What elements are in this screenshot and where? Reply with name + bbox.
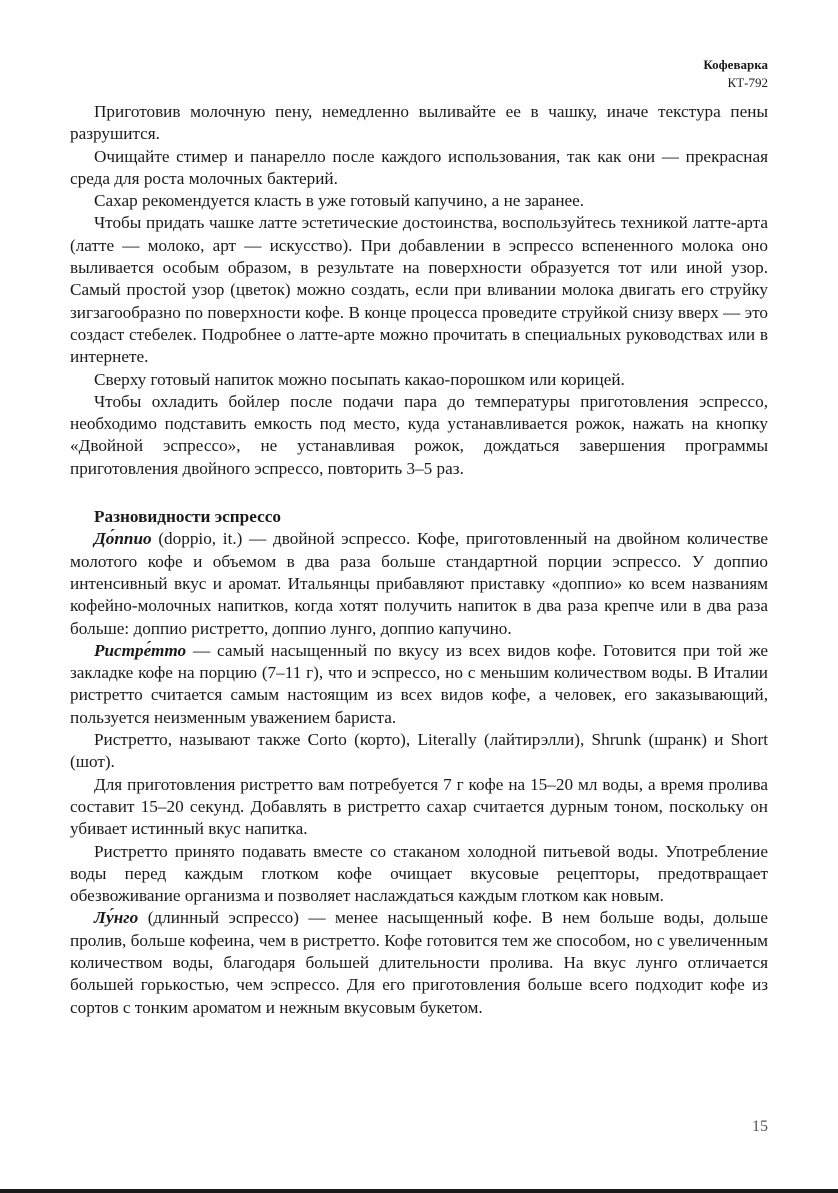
paragraph-milk-foam: Приготовив молочную пену, немедленно выливайте ее в чашку, иначе текстура пены разрушится. bbox=[70, 102, 768, 144]
lungo-description: (длинный эспрессо) — менее насыщенный кофе. В нем больше воды, дольше пролив, больше кофеина, чем в ристретто. Кофе готовится тем же способом, но с увеличенным количеством воды, благодаря большей длительности пролива. На вкус лунго отличается большей горькостью, чем эспрессо. Для его приготовления больше всего подходит кофе из сортов с тонким ароматом и нежным вкусовым букетом. bbox=[70, 908, 768, 1017]
paragraph-ristretto-recipe: Для приготовления ристретто вам потребуется 7 г кофе на 15–20 мл воды, а время пролива составит 15–20 секунд. Добавлять в ристретто сахар считается дурным тоном, поскольку он убивает истинный вкус напитка. bbox=[70, 774, 768, 839]
ristretto-description: — самый насыщенный по вкусу из всех видов кофе. Готовится при той же закладке кофе на порцию (7–11 г), что и эспрессо, но с меньшим количеством воды. В Италии ристретто считается самым настоящим из всех видов кофе, а человек, его заказывающий, пользуется неизменным уважением бариста. bbox=[70, 640, 768, 727]
term-ristretto: Ристре́тто bbox=[94, 640, 187, 660]
paragraph-sugar: Сахар рекомендуется класть в уже готовый капучино, а не заранее. bbox=[94, 191, 585, 211]
page-number: 15 bbox=[752, 1118, 768, 1135]
page-header bbox=[703, 56, 768, 92]
paragraph-steamer-cleaning: Очищайте стимер и панарелло после каждого использования, так как они — прекрасная среда для роста молочных бактерий. bbox=[70, 146, 768, 188]
paragraph-ristretto-names: Ристретто, называют также Corto (корто), Literally (лайтирэлли), Shrunk (шранк) и Short (шот). bbox=[70, 730, 768, 772]
paragraph-ristretto-water: Ристретто принято подавать вместе со стаканом холодной питьевой воды. Употребление воды перед каждым глотком кофе очищает вкусовые рецепторы, предотвращает обезвоживание организма и позволяет наслаждаться каждым глотком как новым. bbox=[70, 841, 768, 906]
header-product-name: Кофеварка bbox=[703, 57, 768, 72]
paragraph-topping: Сверху готовый напиток можно посыпать какао-порошком или корицей. bbox=[94, 369, 625, 389]
paragraph-doppio bbox=[70, 528, 768, 639]
term-doppio: До́ппио bbox=[94, 529, 152, 549]
doppio-description: (doppio, it.) — двойной эспрессо. Кофе, приготовленный на двойном количестве молотого кофе и объемом в два раза больше стандартной порции эспрессо. У доппио интенсивный вкус и аромат. Итальянцы прибавляют приставку «доппио» ко всем названиям кофейно-молочных напитков, когда хотят получить напиток в два раза крепче или в два раза больше: доппио ристретто, доппио лунго, доппио капучино. bbox=[70, 529, 768, 638]
header-model-number: КТ-792 bbox=[727, 75, 768, 90]
bottom-edge-rule bbox=[0, 1189, 838, 1193]
term-lungo: Лу́нго bbox=[94, 908, 139, 928]
paragraph-latte-art: Чтобы придать чашке латте эстетические достоинства, воспользуйтесь техникой латте-арта (латте — молоко, арт — искусство). При добавлении в эспрессо вспененного молока оно выливается особым образом, в результате на поверхности образуется тот или иной узор. Самый простой узор (цветок) можно создать, если при вливании молока двигать его струйку зигзагообразно по поверхности кофе. В конце процесса проведите струйкой снизу вверх — это создаст стебелек. Подробнее о латте-арте можно прочитать в специальных руководствах или в интернете. bbox=[70, 213, 768, 367]
paragraph-boiler-cooling: Чтобы охладить бойлер после подачи пара до температуры приготовления эспрессо, необходимо подставить емкость под место, куда устанавливается рожок, нажать на кнопку «Двойной эспрессо», не устанавливая рожок, дождаться завершения программы приготовления двойного эспрессо, повторить 3–5 раз. bbox=[70, 391, 768, 478]
page-body bbox=[70, 101, 768, 1019]
paragraph-lungo bbox=[70, 907, 768, 1018]
paragraph-ristretto bbox=[70, 640, 768, 729]
section-title: Разновидности эспрессо bbox=[94, 507, 281, 527]
